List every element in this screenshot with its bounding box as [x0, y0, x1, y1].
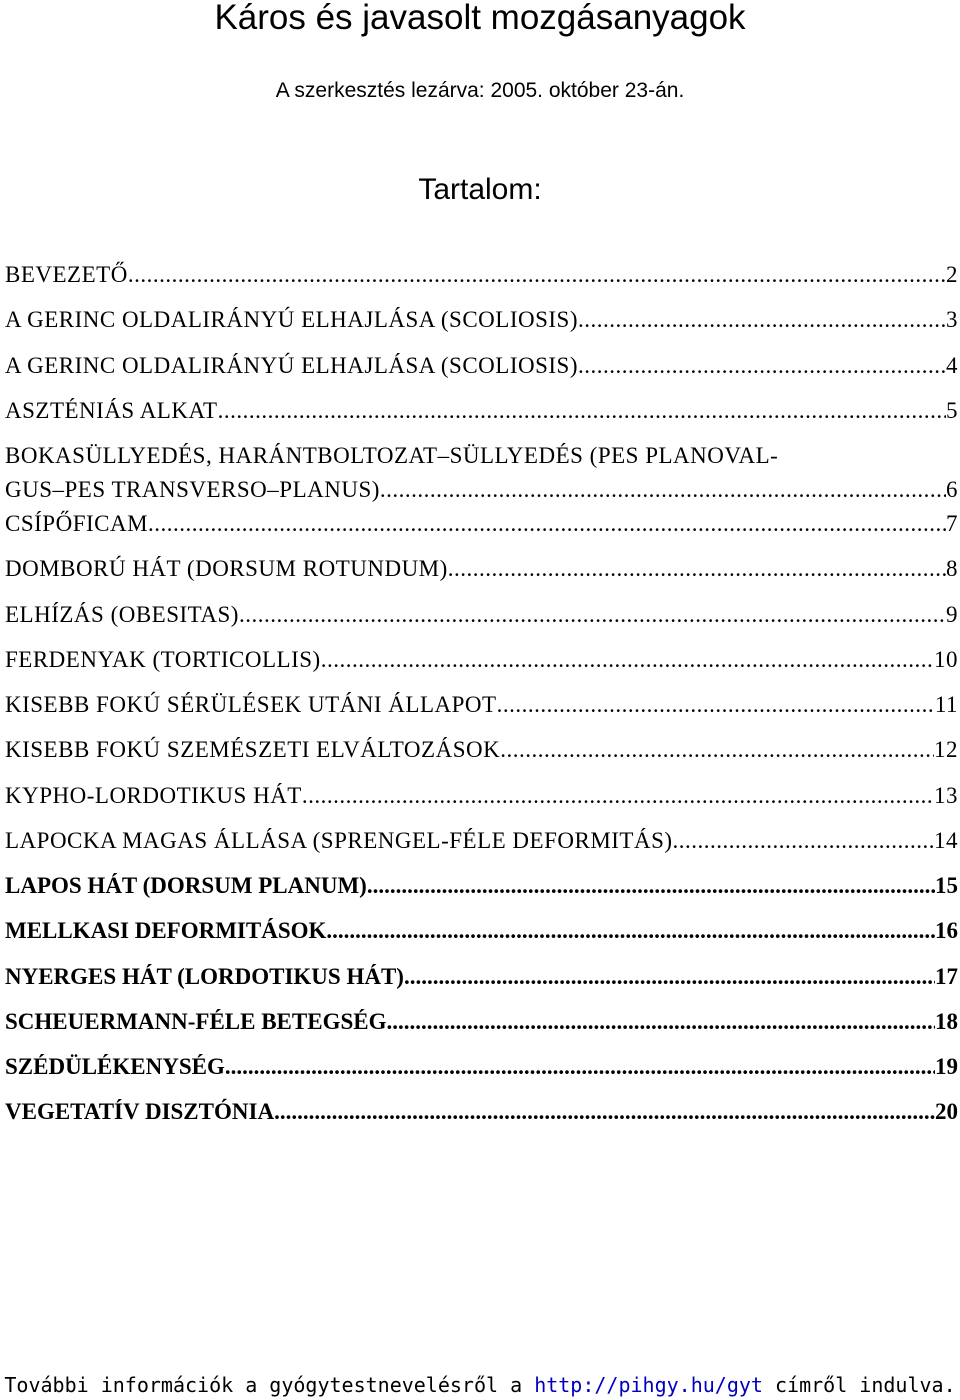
- toc-entry-label: DOMBORÚ HÁT (DORSUM ROTUNDUM): [5, 556, 448, 582]
- toc-leader: [673, 824, 934, 858]
- toc-leader: [218, 394, 946, 428]
- toc-entry-page: 18: [935, 1008, 958, 1034]
- toc-entry[interactable]: [5, 552, 958, 597]
- toc-leader: [326, 914, 935, 948]
- toc-entry-label: MELLKASI DEFORMITÁSOK: [5, 918, 327, 944]
- toc-leader: [497, 688, 935, 722]
- footer-text-after: címről indulva.: [762, 1373, 956, 1397]
- toc-entry-page: 8: [946, 556, 958, 582]
- toc-leader: [239, 598, 946, 632]
- toc-entry-page: 7: [946, 511, 958, 536]
- footer-note: [0, 1372, 960, 1398]
- toc-entry-label: A GERINC OLDALIRÁNYÚ ELHAJLÁSA (SCOLIOSIS): [5, 307, 578, 333]
- toc-entry-page: 5: [946, 397, 958, 423]
- toc-entry-page: 2: [946, 262, 958, 287]
- toc-entry-label: ASZTÉNIÁS ALKAT: [5, 397, 218, 423]
- toc-entry[interactable]: [5, 914, 958, 959]
- toc-leader: [321, 643, 934, 677]
- toc-entry[interactable]: [5, 869, 958, 914]
- toc-entry[interactable]: [5, 507, 958, 552]
- toc-entry[interactable]: [5, 1005, 958, 1050]
- toc-leader: [578, 303, 946, 337]
- document-title: Káros és javasolt mozgásanyagok: [214, 0, 746, 37]
- toc-entry-page: 15: [935, 873, 958, 898]
- toc-entry[interactable]: [5, 688, 958, 733]
- toc-entry-label: SZÉDÜLÉKENYSÉG: [5, 1054, 225, 1079]
- toc-leader: [128, 258, 946, 292]
- toc-entry-label: KYPHO-LORDOTIKUS HÁT: [5, 782, 302, 808]
- toc-entry-label: LAPOCKA MAGAS ÁLLÁSA (SPRENGEL-FÉLE DEFORMITÁS): [5, 827, 673, 853]
- toc-entry[interactable]: [5, 1050, 958, 1095]
- toc-leader: [225, 1050, 935, 1084]
- toc-leader: [387, 1005, 936, 1039]
- toc-entry[interactable]: [5, 733, 958, 778]
- toc-entry-label: FERDENYAK (TORTICOLLIS): [5, 646, 321, 672]
- toc-leader: [380, 473, 946, 507]
- toc-leader: [274, 1095, 935, 1129]
- document-subtitle: A szerkesztés lezárva: 2005. október 23-án.: [275, 79, 685, 102]
- toc-entry-page: 10: [934, 646, 958, 672]
- toc-entry[interactable]: [5, 394, 958, 439]
- toc-entry[interactable]: [5, 439, 958, 507]
- toc-entry-label: NYERGES HÁT (LORDOTIKUS HÁT): [5, 963, 404, 989]
- toc-entry-label: KISEBB FOKÚ SZEMÉSZETI ELVÁLTOZÁSOK: [5, 737, 501, 763]
- toc-leader: [578, 349, 946, 383]
- toc-entry[interactable]: [5, 779, 958, 824]
- toc-entry-label: BEVEZETŐ: [5, 262, 128, 287]
- toc-leader: [302, 779, 934, 813]
- toc-entry[interactable]: [5, 258, 958, 303]
- toc-leader: [148, 507, 946, 541]
- toc-entry-label: A GERINC OLDALIRÁNYÚ ELHAJLÁSA (SCOLIOSIS): [5, 352, 578, 378]
- toc-entry-page: 13: [934, 782, 958, 808]
- toc-entry-page: 14: [934, 827, 958, 853]
- footer-text-before: További információk a gyógytestnevelésről a: [4, 1373, 535, 1397]
- toc-leader: [367, 869, 935, 903]
- toc-leader: [448, 552, 946, 586]
- toc-entry-page: 12: [934, 737, 958, 763]
- toc-entry[interactable]: [5, 824, 958, 869]
- toc-entry[interactable]: [5, 1095, 958, 1140]
- toc-entry-label: [5, 439, 946, 507]
- toc-entry[interactable]: [5, 349, 958, 394]
- toc-heading: Tartalom:: [418, 173, 542, 206]
- toc-entry-label: ELHÍZÁS (OBESITAS): [5, 601, 239, 627]
- toc-entry-page: 11: [934, 692, 958, 717]
- toc-entry-label: KISEBB FOKÚ SÉRÜLÉSEK UTÁNI ÁLLAPOT: [5, 692, 497, 717]
- toc-entry[interactable]: [5, 598, 958, 643]
- toc-entry-label: VEGETATÍV DISZTÓNIA: [5, 1099, 275, 1125]
- toc-entry-label-line1: BOKASÜLLYEDÉS, HARÁNTBOLTOZAT–SÜLLYEDÉS (PES PLANOVAL-: [5, 443, 779, 468]
- toc-leader: [500, 733, 934, 767]
- toc-entry-page: 17: [935, 963, 958, 989]
- toc-entry-label: SCHEUERMANN-FÉLE BETEGSÉG: [5, 1008, 387, 1034]
- toc-entry[interactable]: [5, 643, 958, 688]
- table-of-contents: [5, 258, 958, 1141]
- toc-entry[interactable]: [5, 960, 958, 1005]
- toc-entry-label: CSÍPŐFICAM: [5, 511, 149, 536]
- toc-entry[interactable]: [5, 303, 958, 348]
- toc-entry-page: 16: [935, 918, 958, 944]
- toc-entry-page: 19: [935, 1054, 958, 1079]
- toc-entry-page: 20: [935, 1099, 958, 1125]
- toc-entry-page: 3: [946, 307, 958, 333]
- footer-link[interactable]: http://pihgy.hu/gyt: [534, 1373, 763, 1397]
- toc-leader: [404, 960, 935, 994]
- toc-entry-page: 4: [946, 352, 958, 378]
- toc-entry-page: 6: [946, 477, 958, 502]
- toc-entry-page: 9: [946, 601, 958, 627]
- toc-entry-label: LAPOS HÁT (DORSUM PLANUM): [5, 873, 367, 898]
- toc-entry-label-line2: GUS–PES TRANSVERSO–PLANUS): [5, 477, 380, 502]
